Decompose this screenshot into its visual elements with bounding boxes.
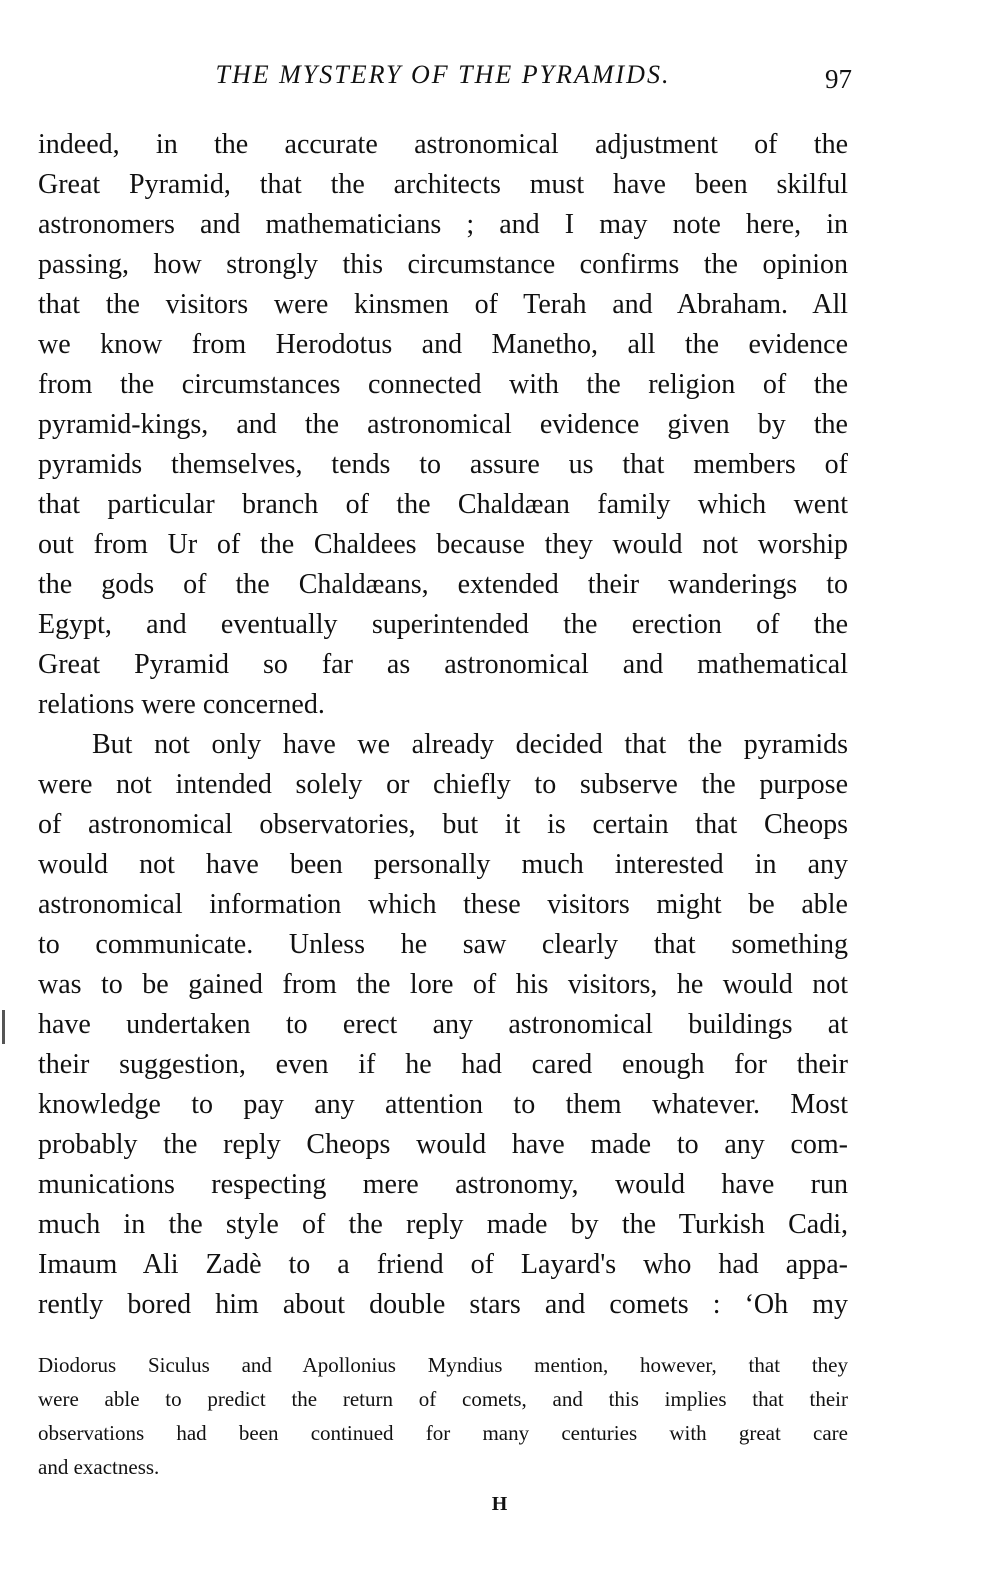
text-line: Imaum Ali Zadè to a friend of Layard's who had appa-	[38, 1249, 848, 1280]
text-line: much in the style of the reply made by the Turkish Cadi,	[38, 1209, 848, 1240]
footnote	[38, 1348, 848, 1484]
text-line: probably the reply Cheops would have made to any com-	[38, 1129, 848, 1160]
text-line: Great Pyramid so far as astronomical and mathematical	[38, 649, 848, 680]
text-line: But not only have we already decided that the pyramids	[92, 729, 848, 760]
body-text	[38, 125, 848, 1325]
text-line: of astronomical observatories, but it is certain that Cheops	[38, 809, 848, 840]
text-line: astronomers and mathematicians ; and I may note here, in	[38, 209, 848, 240]
text-line: would not have been personally much interested in any	[38, 849, 848, 880]
signature-mark: H	[491, 1493, 509, 1515]
text-line: munications respecting mere astronomy, would have run	[38, 1169, 848, 1200]
text-line: passing, how strongly this circumstance confirms the opinion	[38, 249, 848, 280]
text-line: astronomical information which these visitors might be able	[38, 889, 848, 920]
text-line: was to be gained from the lore of his visitors, he would not	[38, 969, 848, 1000]
text-line: relations were concerned.	[38, 689, 325, 720]
text-line: pyramids themselves, tends to assure us that members of	[38, 449, 848, 480]
text-line: Great Pyramid, that the architects must have been skilful	[38, 169, 848, 200]
text-line: that particular branch of the Chaldæan family which went	[38, 489, 848, 520]
text-line: that the visitors were kinsmen of Terah and Abraham. All	[38, 289, 848, 320]
text-line: out from Ur of the Chaldees because they would not worship	[38, 529, 848, 560]
footnote-line: observations had been continued for many centuries with great care	[38, 1421, 848, 1445]
running-title: THE MYSTERY OF THE PYRAMIDS.	[215, 60, 671, 89]
footnote-line: and exactness.	[38, 1455, 160, 1479]
text-line: Egypt, and eventually superintended the erection of the	[38, 609, 848, 640]
text-line: indeed, in the accurate astronomical adjustment of the	[38, 129, 848, 160]
text-line: to communicate. Unless he saw clearly that something	[38, 929, 848, 960]
footnote-line: were able to predict the return of comets, and this implies that their	[38, 1387, 848, 1411]
text-line: pyramid-kings, and the astronomical evidence given by the	[38, 409, 848, 440]
page-number: 97	[825, 64, 852, 94]
footnote-line: Diodorus Siculus and Apollonius Myndius mention, however, that they	[38, 1353, 848, 1377]
paragraph-1	[38, 125, 848, 725]
text-line: knowledge to pay any attention to them whatever. Most	[38, 1089, 848, 1120]
text-line: we know from Herodotus and Manetho, all the evidence	[38, 329, 848, 360]
text-line: from the circumstances connected with the religion of the	[38, 369, 848, 400]
text-line: the gods of the Chaldæans, extended their wanderings to	[38, 569, 848, 600]
text-line: were not intended solely or chiefly to subserve the purpose	[38, 769, 848, 800]
paragraph-2	[38, 725, 848, 1325]
running-head	[38, 58, 852, 98]
text-line: have undertaken to erect any astronomical buildings at	[38, 1009, 848, 1040]
text-line: their suggestion, even if he had cared enough for their	[38, 1049, 848, 1080]
text-line: rently bored him about double stars and comets : ‘Oh my	[38, 1289, 848, 1320]
scan-edge-mark	[2, 1010, 5, 1044]
